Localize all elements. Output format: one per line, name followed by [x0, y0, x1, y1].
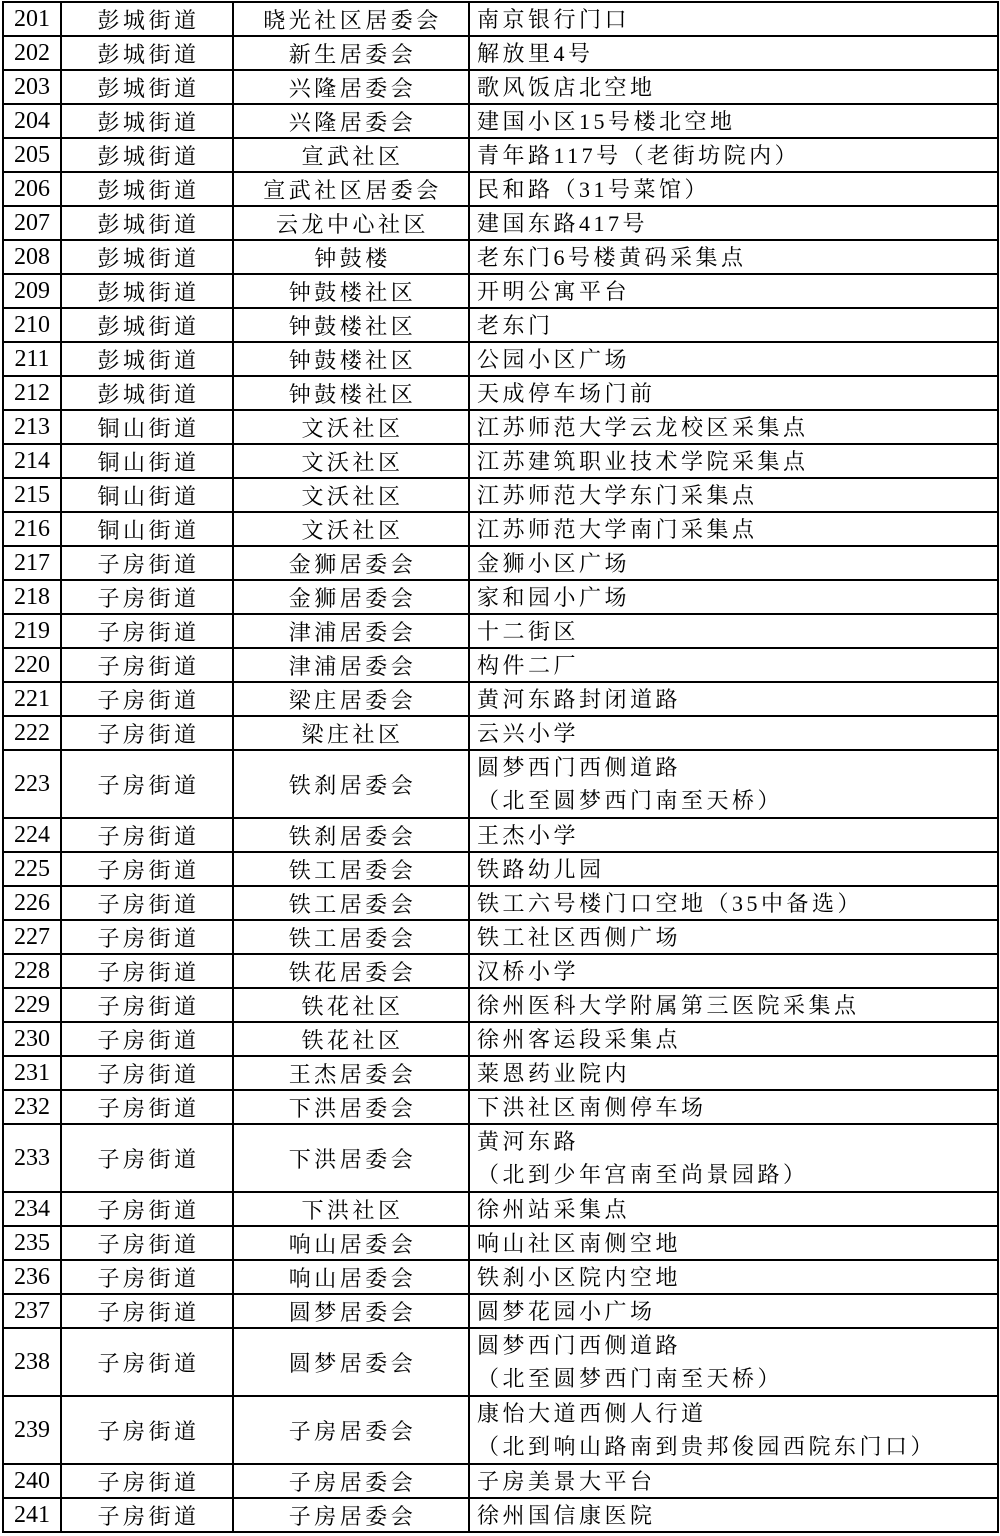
- location-line: 建国小区15号楼北空地: [477, 108, 736, 134]
- community-name: 王杰居委会: [234, 1057, 470, 1091]
- location-line: （北到少年宫南至尚景园路）: [477, 1162, 809, 1187]
- street-name: 子房街道: [62, 1057, 234, 1091]
- table-row: [4, 479, 999, 513]
- table-row: [4, 1465, 999, 1499]
- location-line: 天成停车场门前: [477, 380, 656, 406]
- location-line: 徐州医科大学附属第三医院采集点: [477, 992, 860, 1018]
- table-row: [4, 989, 999, 1023]
- community-name: 文沃社区: [234, 411, 470, 445]
- table-row: [4, 37, 999, 71]
- row-number: 210: [4, 309, 62, 343]
- street-name: 彭城街道: [62, 377, 234, 411]
- street-name: 子房街道: [62, 989, 234, 1023]
- street-name: 子房街道: [62, 1329, 234, 1397]
- community-name: 铁工居委会: [234, 853, 470, 887]
- location-cell: [470, 1397, 999, 1465]
- row-number: 238: [4, 1329, 62, 1397]
- row-number: 209: [4, 275, 62, 309]
- location-cell: [470, 1091, 999, 1125]
- location-line: 圆梦西门西侧道路: [477, 1333, 682, 1358]
- location-cell: [470, 139, 999, 173]
- location-cell: [470, 921, 999, 955]
- location-line: 子房美景大平台: [477, 1468, 656, 1494]
- table-row: [4, 717, 999, 751]
- community-name: 下洪居委会: [234, 1091, 470, 1125]
- community-name: 圆梦居委会: [234, 1295, 470, 1329]
- community-name: 津浦居委会: [234, 649, 470, 683]
- community-name: 津浦居委会: [234, 615, 470, 649]
- location-line: 解放里4号: [477, 40, 594, 66]
- street-name: 子房街道: [62, 615, 234, 649]
- street-name: 子房街道: [62, 921, 234, 955]
- location-line: 响山社区南侧空地: [477, 1230, 682, 1256]
- street-name: 铜山街道: [62, 479, 234, 513]
- community-name: 下洪社区: [234, 1193, 470, 1227]
- location-cell: [470, 1261, 999, 1295]
- row-number: 219: [4, 615, 62, 649]
- row-number: 214: [4, 445, 62, 479]
- street-name: 子房街道: [62, 819, 234, 853]
- location-cell: [470, 1193, 999, 1227]
- table-row: [4, 173, 999, 207]
- table-row: [4, 309, 999, 343]
- street-name: 彭城街道: [62, 173, 234, 207]
- location-cell: [470, 411, 999, 445]
- table-row: [4, 819, 999, 853]
- table-row: [4, 1023, 999, 1057]
- location-line: 建国东路417号: [477, 210, 649, 236]
- street-name: 子房街道: [62, 649, 234, 683]
- location-cell: [470, 241, 999, 275]
- location-line: 徐州站采集点: [477, 1196, 631, 1222]
- location-line: 江苏师范大学云龙校区采集点: [477, 414, 809, 440]
- location-line: 铁工社区西侧广场: [477, 924, 682, 950]
- table-row: [4, 1193, 999, 1227]
- table-row: [4, 853, 999, 887]
- location-cell: [470, 819, 999, 853]
- street-name: 子房街道: [62, 1091, 234, 1125]
- location-cell: [470, 649, 999, 683]
- community-name: 晓光社区居委会: [234, 3, 470, 37]
- community-name: 梁庄社区: [234, 717, 470, 751]
- street-name: 子房街道: [62, 1193, 234, 1227]
- location-line: 王杰小学: [477, 822, 580, 848]
- row-number: 226: [4, 887, 62, 921]
- table-row: [4, 921, 999, 955]
- table-row: [4, 343, 999, 377]
- street-name: 子房街道: [62, 751, 234, 819]
- location-cell: [470, 1023, 999, 1057]
- community-name: 铁刹居委会: [234, 819, 470, 853]
- community-name: 金狮居委会: [234, 547, 470, 581]
- street-name: 铜山街道: [62, 445, 234, 479]
- street-name: 子房街道: [62, 581, 234, 615]
- community-name: 圆梦居委会: [234, 1329, 470, 1397]
- community-name: 钟鼓楼: [234, 241, 470, 275]
- location-cell: [470, 853, 999, 887]
- location-cell: [470, 887, 999, 921]
- row-number: 220: [4, 649, 62, 683]
- location-cell: [470, 1329, 999, 1397]
- location-cell: [470, 479, 999, 513]
- street-name: 彭城街道: [62, 37, 234, 71]
- street-name: 子房街道: [62, 1295, 234, 1329]
- table-row: [4, 71, 999, 105]
- row-number: 240: [4, 1465, 62, 1499]
- location-cell: [470, 105, 999, 139]
- row-number: 203: [4, 71, 62, 105]
- community-name: 兴隆居委会: [234, 71, 470, 105]
- community-name: 铁工居委会: [234, 921, 470, 955]
- community-name: 文沃社区: [234, 479, 470, 513]
- table-row: [4, 1057, 999, 1091]
- street-name: 彭城街道: [62, 343, 234, 377]
- row-number: 204: [4, 105, 62, 139]
- location-cell: [470, 377, 999, 411]
- location-cell: [470, 207, 999, 241]
- table-row: [4, 139, 999, 173]
- row-number: 241: [4, 1499, 62, 1533]
- community-name: 响山居委会: [234, 1261, 470, 1295]
- location-line: 云兴小学: [477, 720, 580, 746]
- table-row: [4, 683, 999, 717]
- community-name: 钟鼓楼社区: [234, 309, 470, 343]
- row-number: 202: [4, 37, 62, 71]
- location-line: 开明公寓平台: [477, 278, 631, 304]
- community-name: 文沃社区: [234, 513, 470, 547]
- community-name: 下洪居委会: [234, 1125, 470, 1193]
- location-line: （北到响山路南到贵邦俊园西院东门口）: [477, 1434, 937, 1459]
- row-number: 228: [4, 955, 62, 989]
- community-name: 子房居委会: [234, 1397, 470, 1465]
- community-name: 铁花社区: [234, 989, 470, 1023]
- table-row: [4, 1329, 999, 1397]
- location-cell: [470, 547, 999, 581]
- row-number: 223: [4, 751, 62, 819]
- table-row: [4, 513, 999, 547]
- collection-site-table: [2, 1, 999, 1533]
- table-row: [4, 547, 999, 581]
- location-line: 黄河东路封闭道路: [477, 686, 682, 712]
- location-line: 铁工六号楼门口空地（35中备选）: [477, 890, 864, 916]
- street-name: 子房街道: [62, 1397, 234, 1465]
- row-number: 231: [4, 1057, 62, 1091]
- row-number: 213: [4, 411, 62, 445]
- street-name: 子房街道: [62, 547, 234, 581]
- location-line: 铁路幼儿园: [477, 856, 605, 882]
- street-name: 彭城街道: [62, 71, 234, 105]
- row-number: 222: [4, 717, 62, 751]
- table-row: [4, 1295, 999, 1329]
- community-name: 金狮居委会: [234, 581, 470, 615]
- location-cell: [470, 275, 999, 309]
- location-cell: [470, 1499, 999, 1533]
- location-cell: [470, 37, 999, 71]
- street-name: 铜山街道: [62, 411, 234, 445]
- row-number: 225: [4, 853, 62, 887]
- community-name: 响山居委会: [234, 1227, 470, 1261]
- row-number: 208: [4, 241, 62, 275]
- street-name: 彭城街道: [62, 207, 234, 241]
- street-name: 子房街道: [62, 683, 234, 717]
- table-row: [4, 445, 999, 479]
- row-number: 201: [4, 3, 62, 37]
- street-name: 彭城街道: [62, 105, 234, 139]
- location-line: 圆梦西门西侧道路: [477, 755, 682, 780]
- street-name: 子房街道: [62, 1125, 234, 1193]
- location-cell: [470, 309, 999, 343]
- community-name: 文沃社区: [234, 445, 470, 479]
- table-row: [4, 615, 999, 649]
- location-cell: [470, 1227, 999, 1261]
- table-row: [4, 1397, 999, 1465]
- table-row: [4, 1125, 999, 1193]
- location-cell: [470, 581, 999, 615]
- row-number: 217: [4, 547, 62, 581]
- location-cell: [470, 989, 999, 1023]
- table-row: [4, 411, 999, 445]
- row-number: 207: [4, 207, 62, 241]
- row-number: 239: [4, 1397, 62, 1465]
- location-line: 黄河东路: [477, 1129, 580, 1154]
- table-row: [4, 377, 999, 411]
- location-line: 江苏师范大学东门采集点: [477, 482, 758, 508]
- street-name: 铜山街道: [62, 513, 234, 547]
- community-name: 宣武社区居委会: [234, 173, 470, 207]
- table-row: [4, 581, 999, 615]
- location-line: 铁刹小区院内空地: [477, 1264, 682, 1290]
- location-line: 徐州国信康医院: [477, 1502, 656, 1528]
- location-line: 汉桥小学: [477, 958, 580, 984]
- community-name: 钟鼓楼社区: [234, 275, 470, 309]
- table-row: [4, 241, 999, 275]
- street-name: 子房街道: [62, 717, 234, 751]
- row-number: 215: [4, 479, 62, 513]
- table-row: [4, 105, 999, 139]
- location-cell: [470, 1125, 999, 1193]
- street-name: 子房街道: [62, 1465, 234, 1499]
- street-name: 子房街道: [62, 955, 234, 989]
- row-number: 206: [4, 173, 62, 207]
- table-row: [4, 3, 999, 37]
- street-name: 彭城街道: [62, 241, 234, 275]
- location-line: 民和路（31号菜馆）: [477, 176, 711, 202]
- location-line: 莱恩药业院内: [477, 1060, 631, 1086]
- location-line: 徐州客运段采集点: [477, 1026, 682, 1052]
- location-cell: [470, 513, 999, 547]
- street-name: 彭城街道: [62, 139, 234, 173]
- table-row: [4, 1499, 999, 1533]
- community-name: 梁庄居委会: [234, 683, 470, 717]
- location-cell: [470, 955, 999, 989]
- location-cell: [470, 717, 999, 751]
- location-cell: [470, 1295, 999, 1329]
- location-cell: [470, 71, 999, 105]
- location-line: （北至圆梦西门南至天桥）: [477, 1366, 784, 1391]
- location-line: 下洪社区南侧停车场: [477, 1094, 707, 1120]
- street-name: 子房街道: [62, 1261, 234, 1295]
- row-number: 227: [4, 921, 62, 955]
- table-row: [4, 751, 999, 819]
- location-line: 公园小区广场: [477, 346, 631, 372]
- location-line: 江苏师范大学南门采集点: [477, 516, 758, 542]
- location-cell: [470, 683, 999, 717]
- location-line: 康怡大道西侧人行道: [477, 1401, 707, 1426]
- location-cell: [470, 3, 999, 37]
- community-name: 宣武社区: [234, 139, 470, 173]
- table-row: [4, 207, 999, 241]
- street-name: 子房街道: [62, 1023, 234, 1057]
- community-name: 新生居委会: [234, 37, 470, 71]
- community-name: 铁花居委会: [234, 955, 470, 989]
- location-cell: [470, 1057, 999, 1091]
- row-number: 211: [4, 343, 62, 377]
- community-name: 云龙中心社区: [234, 207, 470, 241]
- location-line: 老东门: [477, 312, 554, 338]
- location-cell: [470, 445, 999, 479]
- row-number: 216: [4, 513, 62, 547]
- table-row: [4, 887, 999, 921]
- location-line: 圆梦花园小广场: [477, 1298, 656, 1324]
- row-number: 236: [4, 1261, 62, 1295]
- row-number: 212: [4, 377, 62, 411]
- street-name: 彭城街道: [62, 3, 234, 37]
- location-cell: [470, 343, 999, 377]
- location-line: 南京银行门口: [477, 6, 631, 32]
- street-name: 彭城街道: [62, 309, 234, 343]
- location-line: 老东门6号楼黄码采集点: [477, 244, 747, 270]
- street-name: 子房街道: [62, 1227, 234, 1261]
- community-name: 铁刹居委会: [234, 751, 470, 819]
- row-number: 218: [4, 581, 62, 615]
- row-number: 234: [4, 1193, 62, 1227]
- row-number: 233: [4, 1125, 62, 1193]
- location-line: 金狮小区广场: [477, 550, 631, 576]
- row-number: 229: [4, 989, 62, 1023]
- table-row: [4, 649, 999, 683]
- location-line: 十二街区: [477, 618, 580, 644]
- street-name: 子房街道: [62, 887, 234, 921]
- street-name: 子房街道: [62, 1499, 234, 1533]
- table-row: [4, 1227, 999, 1261]
- table-row: [4, 955, 999, 989]
- row-number: 221: [4, 683, 62, 717]
- row-number: 230: [4, 1023, 62, 1057]
- location-line: 青年路117号（老街坊院内）: [477, 142, 801, 168]
- location-line: 江苏建筑职业技术学院采集点: [477, 448, 809, 474]
- location-cell: [470, 173, 999, 207]
- location-cell: [470, 1465, 999, 1499]
- community-name: 子房居委会: [234, 1465, 470, 1499]
- location-line: （北至圆梦西门南至天桥）: [477, 788, 784, 813]
- community-name: 兴隆居委会: [234, 105, 470, 139]
- table-row: [4, 1091, 999, 1125]
- location-line: 家和园小广场: [477, 584, 631, 610]
- community-name: 铁工居委会: [234, 887, 470, 921]
- location-line: 歌风饭店北空地: [477, 74, 656, 100]
- row-number: 205: [4, 139, 62, 173]
- location-cell: [470, 615, 999, 649]
- street-name: 子房街道: [62, 853, 234, 887]
- row-number: 237: [4, 1295, 62, 1329]
- row-number: 235: [4, 1227, 62, 1261]
- community-name: 钟鼓楼社区: [234, 377, 470, 411]
- location-cell: [470, 751, 999, 819]
- table-row: [4, 275, 999, 309]
- community-name: 铁花社区: [234, 1023, 470, 1057]
- row-number: 232: [4, 1091, 62, 1125]
- street-name: 彭城街道: [62, 275, 234, 309]
- row-number: 224: [4, 819, 62, 853]
- location-line: 构件二厂: [477, 652, 580, 678]
- table-row: [4, 1261, 999, 1295]
- community-name: 子房居委会: [234, 1499, 470, 1533]
- community-name: 钟鼓楼社区: [234, 343, 470, 377]
